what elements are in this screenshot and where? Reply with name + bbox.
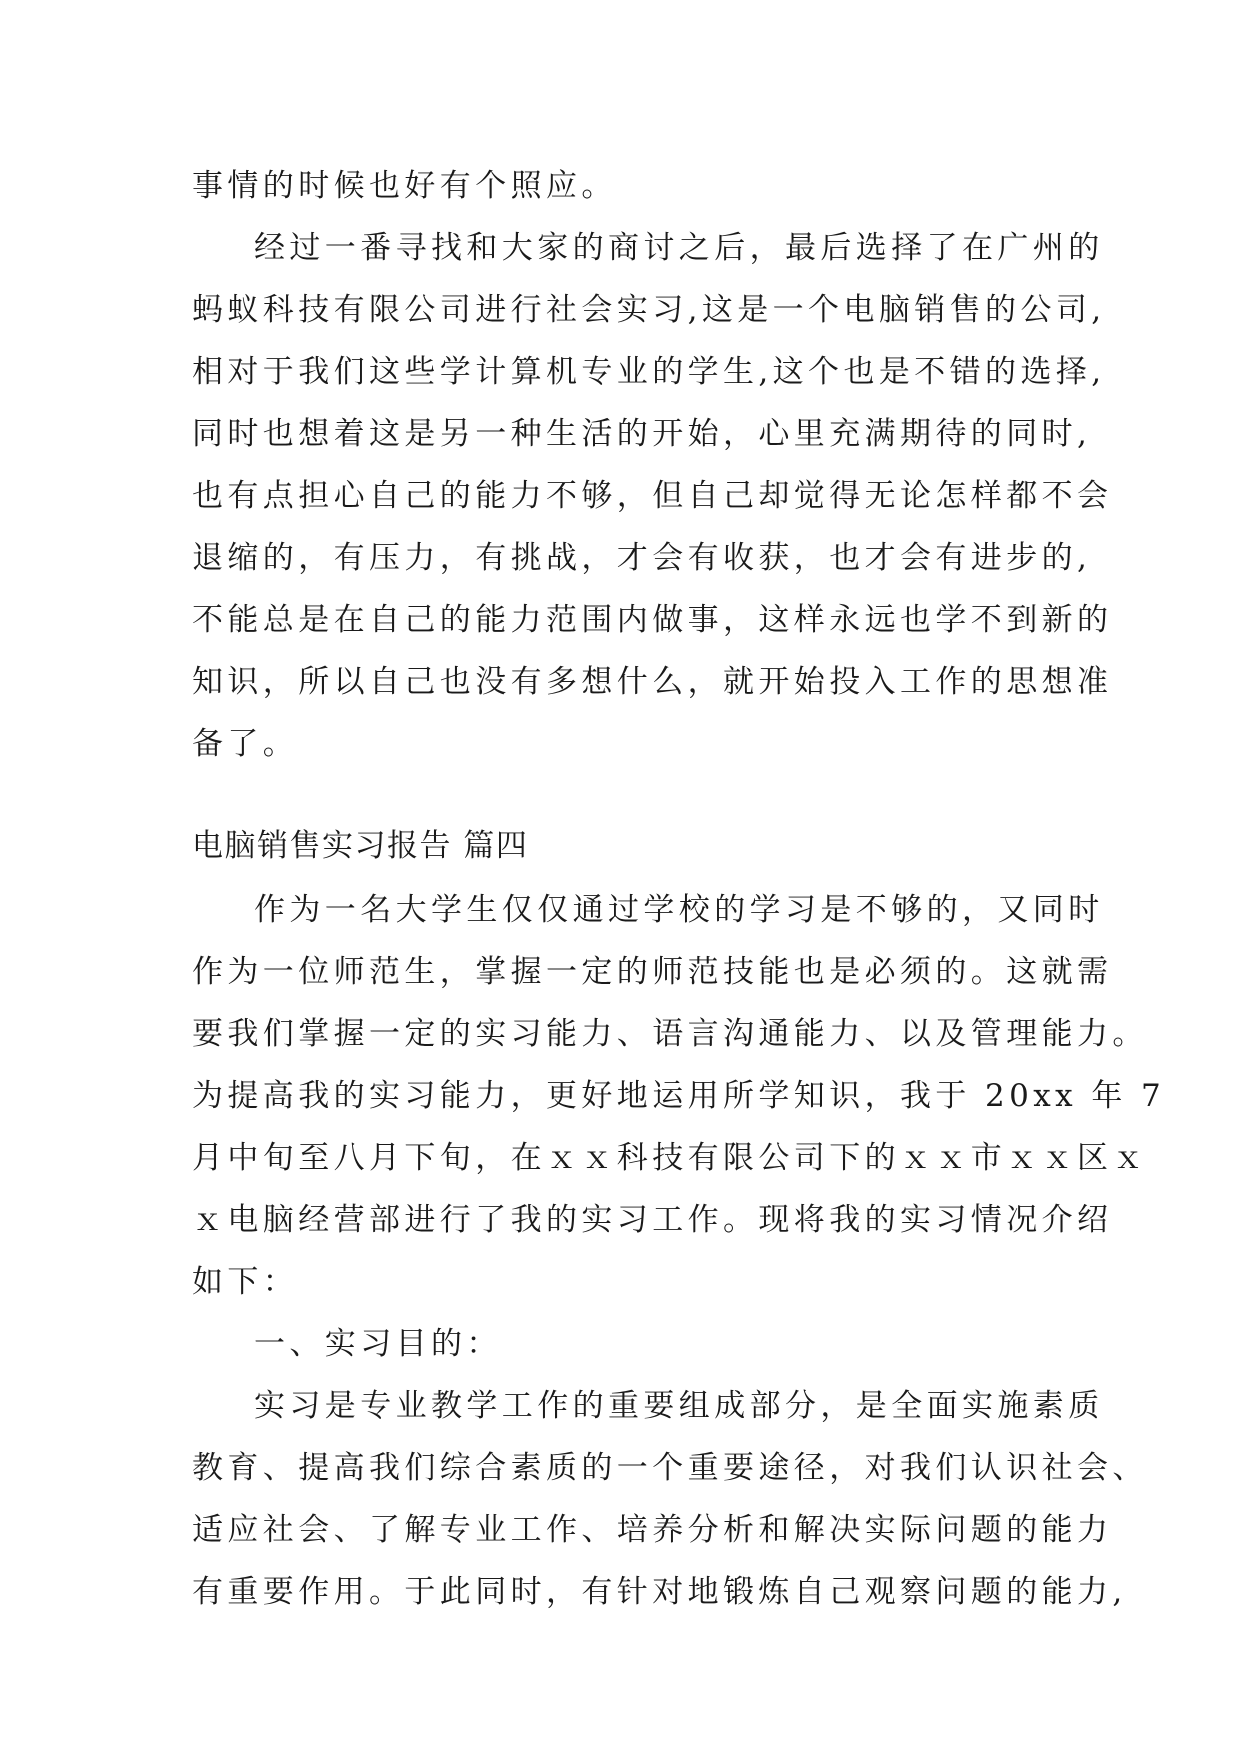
text-line: 教育、提高我们综合素质的一个重要途径，对我们认识社会、 bbox=[192, 1450, 1148, 1486]
text-line: 知识，所以自己也没有多想什么，就开始投入工作的思想准 bbox=[192, 664, 1113, 700]
text-line: 有重要作用。于此同时，有针对地锻炼自己观察问题的能力, bbox=[192, 1574, 1127, 1610]
subsection-heading: 一、实习目的： bbox=[254, 1326, 502, 1362]
text-line: 作为一位师范生，掌握一定的师范技能也是必须的。这就需 bbox=[192, 954, 1113, 990]
text-line: 经过一番寻找和大家的商讨之后，最后选择了在广州的 bbox=[254, 230, 1104, 266]
text-line: 相对于我们这些学计算机专业的学生,这个也是不错的选择, bbox=[192, 354, 1106, 390]
text-line: 要我们掌握一定的实习能力、语言沟通能力、以及管理能力。 bbox=[192, 1016, 1148, 1052]
text-line: 月中旬至八月下旬，在ｘｘ科技有限公司下的ｘｘ市ｘｘ区ｘ bbox=[192, 1140, 1148, 1176]
text-line: 实习是专业教学工作的重要组成部分，是全面实施素质 bbox=[254, 1388, 1104, 1424]
section-heading: 电脑销售实习报告 篇四 bbox=[192, 828, 529, 864]
text-line: 作为一名大学生仅仅通过学校的学习是不够的，又同时 bbox=[254, 892, 1104, 928]
text-line: 蚂蚁科技有限公司进行社会实习,这是一个电脑销售的公司, bbox=[192, 292, 1106, 328]
text-line: 事情的时候也好有个照应。 bbox=[192, 168, 617, 204]
text-line: 为提高我的实习能力，更好地运用所学知识，我于 20xx 年 7 bbox=[192, 1078, 1166, 1114]
text-line: 适应社会、了解专业工作、培养分析和解决实际问题的能力 bbox=[192, 1512, 1113, 1548]
text-line: 不能总是在自己的能力范围内做事，这样永远也学不到新的 bbox=[192, 602, 1113, 638]
text-line: 备了。 bbox=[192, 726, 299, 762]
text-line: 退缩的，有压力，有挑战，才会有收获，也才会有进步的, bbox=[192, 540, 1092, 576]
text-line: ｘ电脑经营部进行了我的实习工作。现将我的实习情况介绍 bbox=[192, 1202, 1113, 1238]
text-line: 同时也想着这是另一种生活的开始，心里充满期待的同时, bbox=[192, 416, 1092, 452]
text-line: 也有点担心自己的能力不够，但自己却觉得无论怎样都不会 bbox=[192, 478, 1113, 514]
text-line: 如下： bbox=[192, 1264, 299, 1300]
